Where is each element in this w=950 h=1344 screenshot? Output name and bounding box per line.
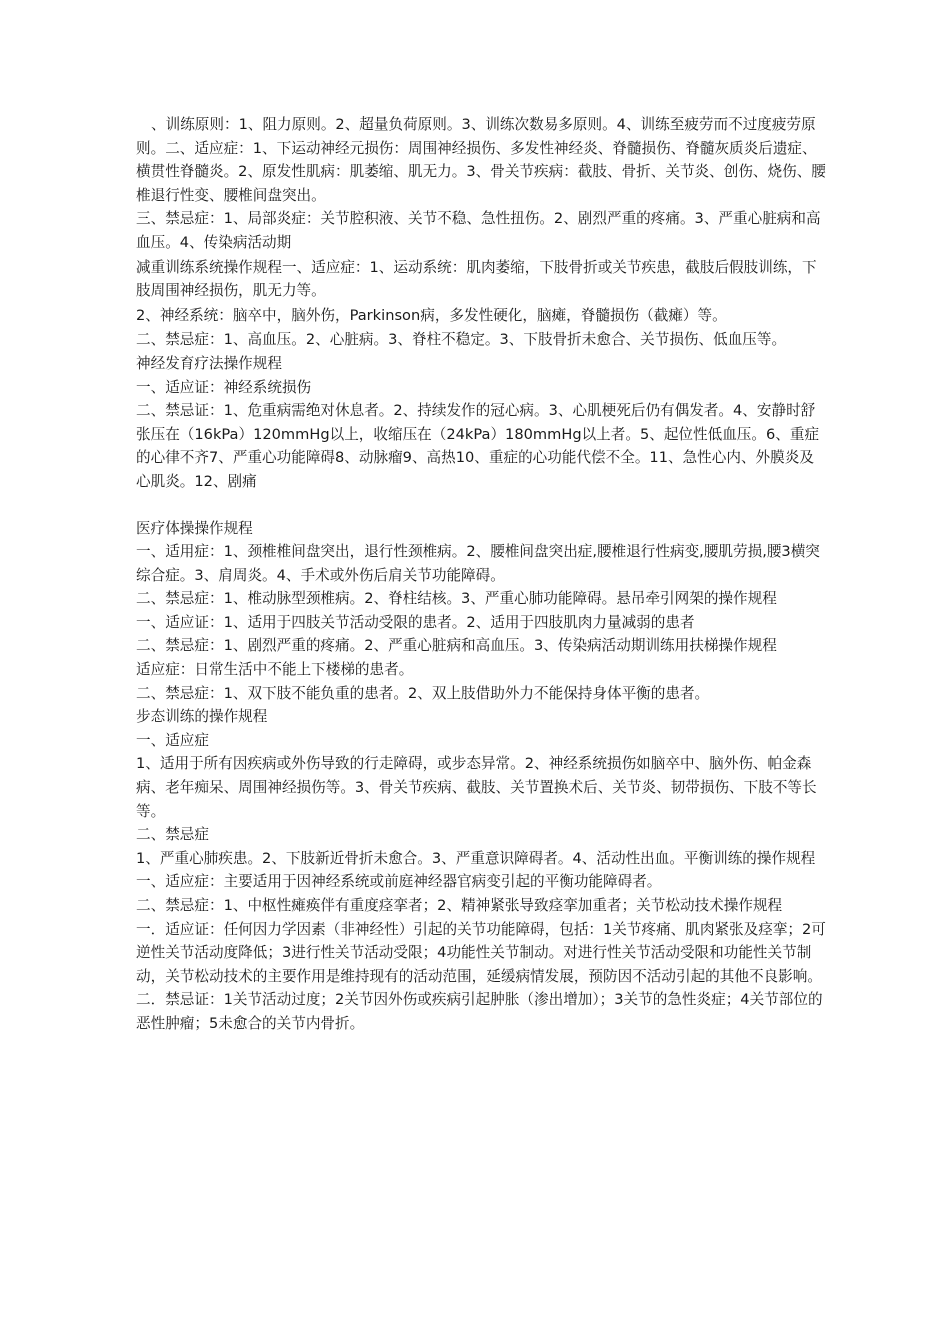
paragraph-weight-reduction-contraindications: 二、禁忌症：1、高血压。2、心脏病。3、脊柱不稳定。3、下肢骨折未愈合、关节损伤、低血压等。 (136, 331, 787, 349)
blank-line (136, 494, 826, 517)
heading-medical-gymnastics: 医疗体操操作规程 (136, 519, 253, 537)
heading-gait-indications: 一、适应症 (136, 731, 209, 749)
paragraph-gait-indications: 1、适用于所有因疾病或外伤导致的行走障碍，或步态异常。2、神经系统损伤如脑卒中、脑外伤、帕金森病、老年痴呆、周围神经损伤等。3、骨关节疾病、截肢、关节置换术后、关节炎、韧带损伤、下肢不等长等。 (136, 755, 817, 820)
paragraph-joint-mobilization-indications: 一．适应证：任何因力学因素（非神经性）引起的关节功能障碍，包括：1关节疼痛、肌肉紧张及痉挛；2可逆性关节活动度降低；3进行性关节活动受限；4功能性关节制动。对进行性关节活动受限和功能性关节制动，关节松动技术的主要作用是维持现有的活动范围，延缓病情发展，预防因不活动引起的其他不良影响。 (136, 920, 826, 985)
paragraph-balance-contraindications: 二、禁忌症：1、中枢性瘫痪伴有重度痉挛者；2、精神紧张导致痉挛加重者；关节松动技术操作规程 (136, 897, 783, 914)
paragraph-suspension-indications: 一、适应证：1、适用于四肢关节活动受限的患者。2、适用于四肢肌肉力量减弱的患者 (136, 613, 695, 631)
heading-gait-training: 步态训练的操作规程 (136, 708, 268, 726)
heading-gait-contraindications: 二、禁忌症 (136, 826, 209, 844)
paragraph-stairs-contraindications: 二、禁忌症：1、双下肢不能负重的患者。2、双上肢借助外力不能保持身体平衡的患者。 (136, 684, 710, 702)
document-body (136, 113, 826, 1036)
paragraph-gait-contraindications: 1、严重心肺疾患。2、下肢新近骨折未愈合。3、严重意识障碍者。4、活动性出血。平衡训练的操作规程 (136, 849, 816, 867)
paragraph-suspension-contraindications: 二、禁忌症：1、剧烈严重的疼痛。2、严重心脏病和高血压。3、传染病活动期训练用扶梯操作规程 (136, 637, 777, 655)
paragraph-stairs-indications: 适应症：日常生活中不能上下楼梯的患者。 (136, 661, 414, 679)
paragraph-nervous-system: 2、神经系统：脑卒中，脑外伤，Parkinson病，多发性硬化，脑瘫，脊髓损伤（截瘫）等。 (136, 306, 727, 324)
paragraph-joint-mobilization-contraindications: 二．禁忌证：1关节活动过度；2关节因外伤或疾病引起肿胀（渗出增加）；3关节的急性炎症；4关节部位的恶性肿瘤；5未愈合的关节内骨折。 (136, 991, 823, 1032)
paragraph-training-principles: 、训练原则：1、阻力原则。2、超量负荷原则。3、训练次数易多原则。4、训练至疲劳而不过度疲劳原则。二、适应症：1、下运动神经元损伤：周围神经损伤、多发性神经炎、脊髓损伤、脊髓灰质炎后遗症、横贯性脊髓炎。2、原发性肌病：肌萎缩、肌无力。3、骨关节疾病：截肢、骨折、关节炎、创伤、烧伤、腰椎退行性变、腰椎间盘突出。 (136, 116, 826, 204)
paragraph-neuro-indications: 一、适应证：神经系统损伤 (136, 378, 312, 396)
heading-neurodevelopment: 神经发育疗法操作规程 (136, 354, 282, 372)
paragraph-neuro-contraindications: 二、禁忌证：1、危重病需绝对休息者。2、持续发作的冠心病。3、心肌梗死后仍有偶发者。4、安静时舒张压在（16kPa）120mmHg以上，收缩压在（24kPa）180mmHg以上者。5、起位性低血压。6、重症的心律不齐7、严重心功能障碍8、动脉瘤9、高热10、重症的心功能代偿不全。11、急性心内、外膜炎及心肌炎。12、剧痛 (136, 402, 820, 490)
paragraph-weight-reduction-indications: 减重训练系统操作规程一、适应症：1、运动系统：肌肉萎缩，下肢骨折或关节疾患，截肢后假肢训练，下肢周围神经损伤，肌无力等。 (136, 258, 817, 300)
paragraph-gymnastics-indications: 一、适用症：1、颈椎椎间盘突出，退行性颈椎病。2、腰椎间盘突出症,腰椎退行性病变,腰肌劳损,腰3横突综合症。3、肩周炎。4、手术或外伤后肩关节功能障碍。 (136, 543, 820, 584)
paragraph-gymnastics-contraindications: 二、禁忌症：1、椎动脉型颈椎病。2、脊柱结核。3、严重心肺功能障碍。悬吊牵引网架的操作规程 (136, 590, 777, 608)
paragraph-balance-indications: 一、适应症：主要适用于因神经系统或前庭神经器官病变引起的平衡功能障碍者。 (136, 873, 662, 891)
paragraph-contraindications: 三、禁忌症：1、局部炎症：关节腔积液、关节不稳、急性扭伤。2、剧烈严重的疼痛。3、严重心脏病和高血压。4、传染病活动期 (136, 210, 821, 251)
